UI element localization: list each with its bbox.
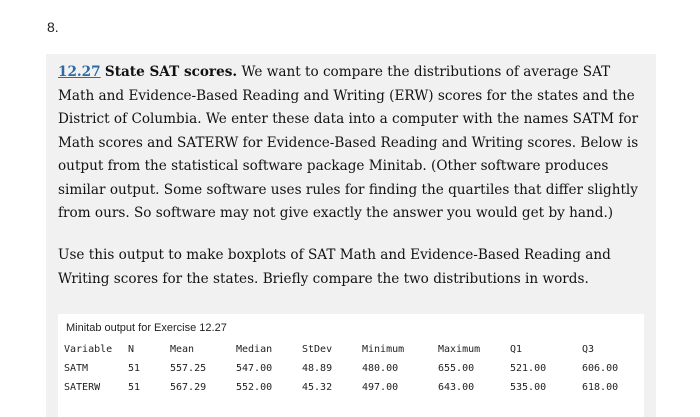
table-cell: SATM: [64, 363, 89, 374]
table-row: [64, 359, 644, 378]
column-header: StDev: [302, 344, 333, 355]
table-cell: 606.00: [582, 363, 619, 374]
table-cell: 655.00: [438, 363, 475, 374]
column-header: Minimum: [362, 344, 405, 355]
table-cell: SATERW: [64, 382, 101, 393]
table-cell: 521.00: [510, 363, 547, 374]
column-header: Maximum: [438, 344, 481, 355]
table-cell: 643.00: [438, 382, 475, 393]
table-cell: 547.00: [236, 363, 273, 374]
exercise-instruction: Use this output to make boxplots of SAT Math and Evidence-Based Reading and Writing scores for the states. Briefly compare the two distributions in words.: [58, 247, 611, 287]
header-row: [64, 340, 644, 359]
table-cell: 51: [128, 382, 141, 393]
column-header: Variable: [64, 344, 113, 355]
table-cell: 51: [128, 363, 141, 374]
exercise-body: We want to compare the distributions of average SAT Math and Evidence-Based Reading and Writing (ERW) scores for the states and the District of Columbia. We enter these data into a computer with the names SATM for Math scores and SATERW for Evidence-Based Reading and Writing scores. Below is output from the statistical software package Minitab. (Other software produces similar output. Some software uses rules for finding the quartiles that differ slightly from ours. So software may not give exactly the answer you would get by hand.): [58, 64, 639, 221]
exercise-reference-link[interactable]: 12.27: [58, 64, 101, 80]
column-header: Median: [236, 344, 273, 355]
column-header: Q3: [582, 344, 595, 355]
exercise-paragraph: [58, 61, 648, 226]
table-cell: 618.00: [582, 382, 619, 393]
table-cell: 535.00: [510, 382, 547, 393]
table-cell: 557.25: [170, 363, 207, 374]
column-header: Q1: [510, 344, 523, 355]
table-cell: 497.00: [362, 382, 399, 393]
table-row: [64, 378, 644, 397]
exercise-title: State SAT scores.: [104, 64, 238, 80]
question-number: 8.: [47, 19, 59, 35]
table-cell: 552.00: [236, 382, 273, 393]
table-cell: 45.32: [302, 382, 333, 393]
column-header: N: [128, 344, 135, 355]
table-cell: 48.89: [302, 363, 333, 374]
table-cell: 567.29: [170, 382, 207, 393]
minitab-output-table: [64, 340, 644, 397]
output-caption: Minitab output for Exercise 12.27: [66, 322, 227, 334]
minitab-output-box: [58, 314, 644, 417]
table-cell: 480.00: [362, 363, 399, 374]
column-header: Mean: [170, 344, 195, 355]
